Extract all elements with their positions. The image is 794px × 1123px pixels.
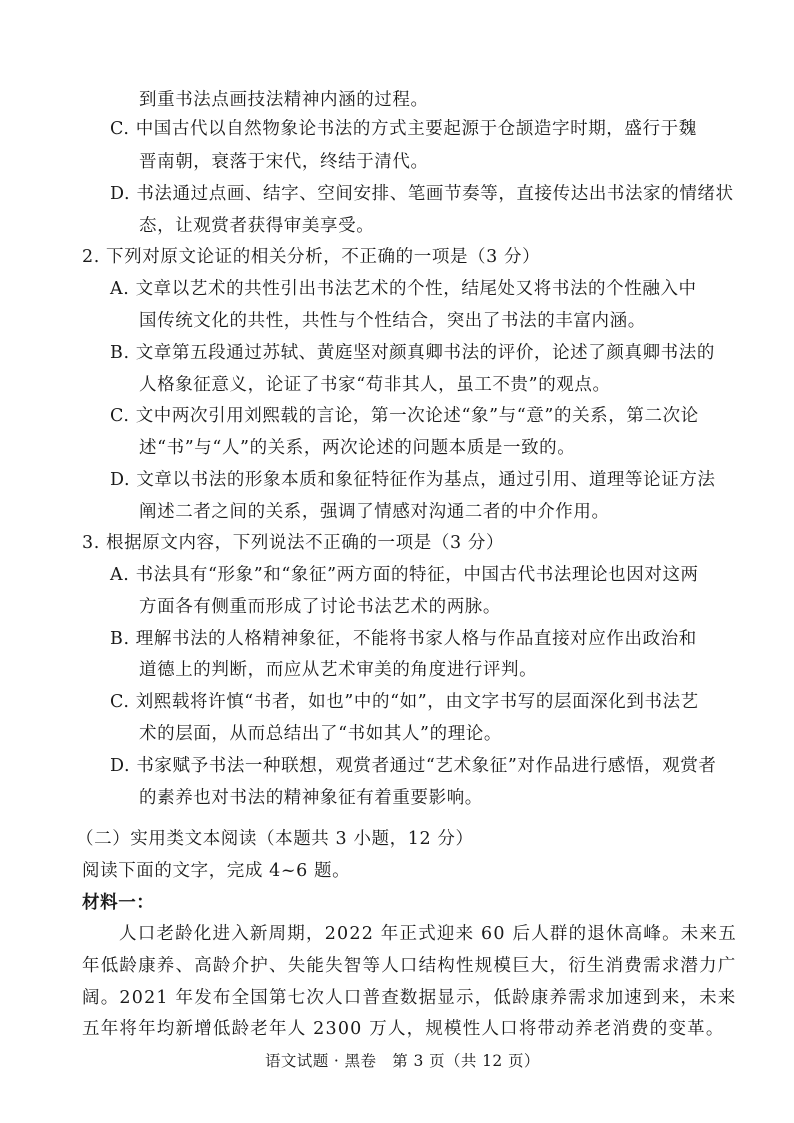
material-label: 材料一： <box>82 893 155 913</box>
q2-option-a-line1: A. 文章以艺术的共性引出书法艺术的个性，结尾处又将书法的个性融入中 <box>110 279 697 299</box>
q2-option-b-line1: B. 文章第五段通过苏轼、黄庭坚对颜真卿书法的评价，论述了颜真卿书法的 <box>110 343 715 363</box>
q1-option-c-line1: C. 中国古代以自然物象论书法的方式主要起源于仓颉造字时期，盛行于魏 <box>110 119 697 139</box>
q2-option-d-line1: D. 文章以书法的形象本质和象征特征作为基点，通过引用、道理等论证方法 <box>110 470 716 490</box>
q3-option-c-line1: C. 刘熙载将许慎“书者，如也”中的“如”，由文字书写的层面深化到书法艺 <box>110 692 699 712</box>
q2-option-a-line2: 国传统文化的共性，共性与个性结合，突出了书法的丰富内涵。 <box>139 311 646 331</box>
page-footer: 语文试题 · 黑卷 第 3 页（共 12 页） <box>265 1052 540 1070</box>
q2-option-c-line2: 述“书”与“人”的关系，两次论述的问题本质是一致的。 <box>139 438 576 458</box>
q3-option-d-line2: 的素养也对书法的精神象征有着重要影响。 <box>139 788 483 808</box>
q3-option-b-line1: B. 理解书法的人格精神象征，不能将书家人格与作品直接对应作出政治和 <box>110 629 697 649</box>
material-para-line3: 阔。2021 年发布全国第七次人口普查数据显示，低龄康养需求加速到来，未来 <box>82 988 737 1008</box>
q3-option-c-line2: 术的层面，从而总结出了“书如其人”的理论。 <box>139 724 502 744</box>
q3-option-b-line2: 道德上的判断，而应从艺术审美的角度进行评判。 <box>139 660 538 680</box>
material-para-line2: 年低龄康养、高龄介护、失能失智等人口结构性规模巨大，衍生消费需求潜力广 <box>82 956 737 976</box>
material-para-line1: 人口老龄化进入新周期，2022 年正式迎来 60 后人群的退休高峰。未来五 <box>119 924 737 944</box>
q2-option-d-line2: 阐述二者之间的关系，强调了情感对沟通二者的中介作用。 <box>139 502 610 522</box>
q3-option-a-line1: A. 书法具有“形象”和“象征”两方面的特征，中国古代书法理论也因对这两 <box>110 565 699 585</box>
q1-option-b-continuation: 到重书法点画技法精神内涵的过程。 <box>139 90 429 110</box>
q2-option-c-line1: C. 文中两次引用刘熙载的言论，第一次论述“象”与“意”的关系，第二次论 <box>110 406 699 426</box>
q1-option-d-line2: 态，让观赏者获得审美享受。 <box>139 216 375 236</box>
q3-option-d-line1: D. 书家赋予书法一种联想，观赏者通过“艺术象征”对作品进行感悟，观赏者 <box>110 756 717 776</box>
section-heading: （二）实用类文本阅读（本题共 3 小题，12 分） <box>76 829 474 849</box>
q3-option-a-line2: 方面各有侧重而形成了讨论书法艺术的两脉。 <box>139 597 501 617</box>
q1-option-c-line2: 晋南朝，衰落于宋代，终结于清代。 <box>139 152 429 172</box>
q1-option-d-line1: D. 书法通过点画、结字、空间安排、笔画节奏等，直接传达出书法家的情绪状 <box>110 184 734 204</box>
q3-stem: 3. 根据原文内容，下列说法不正确的一项是（3 分） <box>82 533 505 553</box>
material-para-line4: 五年将年均新增低龄老年人 2300 万人，规模性人口将带动养老消费的变革。 <box>82 1019 725 1039</box>
q2-option-b-line2: 人格象征意义，论证了书家“苟非其人，虽工不贵”的观点。 <box>139 375 611 395</box>
reading-instruction: 阅读下面的文字，完成 4~6 题。 <box>82 861 351 881</box>
q2-stem: 2. 下列对原文论证的相关分析，不正确的一项是（3 分） <box>82 247 541 267</box>
